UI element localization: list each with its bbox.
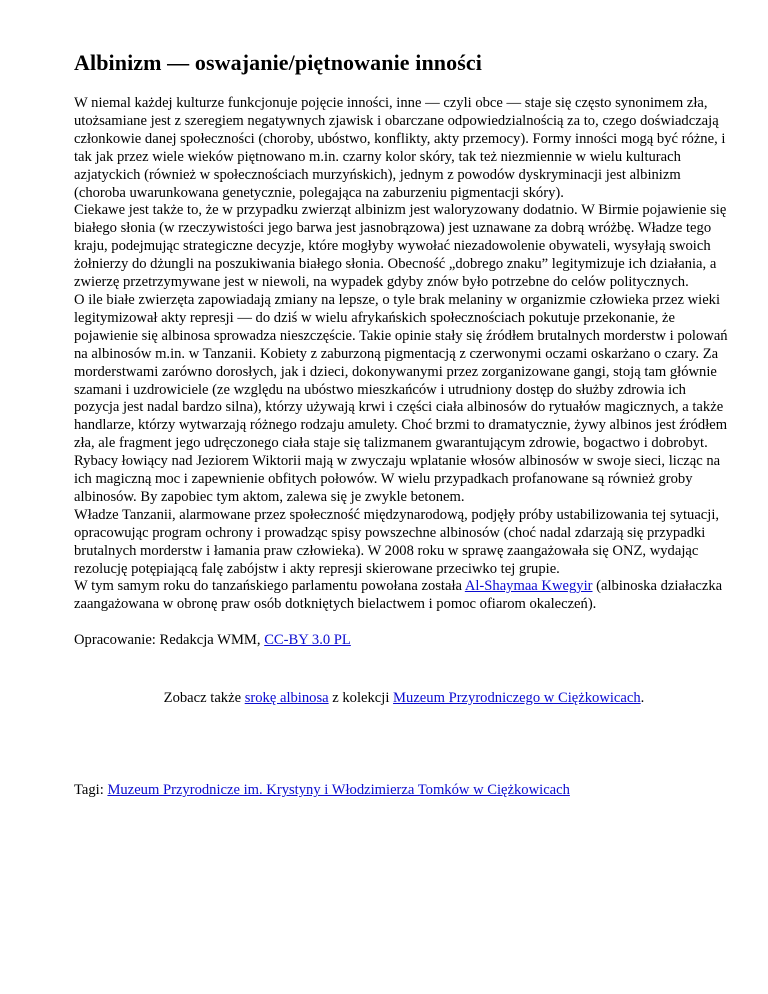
- see-also-prefix: Zobacz także: [163, 690, 245, 707]
- albino-magpie-link[interactable]: srokę albinosa: [244, 690, 329, 707]
- article-paragraph-4: Władze Tanzanii, alarmowane przez społeczność międzynarodową, podjęły próby ustabilizowania tej sytuacji, opracowując program ochrony i prowadząc spisy powszechne albinosów (choć nadal zdarzają się przypadki brutalnych morderstw i łamania praw człowieka). W 2008 roku w sprawę zaangażowała się ONZ, wydając rezolucję potępiającą falę zabójstw i akty represji skierowane przeciwko tej grupie.: [74, 506, 720, 577]
- article-paragraph-3: O ile białe zwierzęta zapowiadają zmiany na lepsze, o tyle brak melaniny w organizmie człowieka przez wieki legitymizował akty represji — do dziś w wielu afrykańskich społecznościach pokutuje przekonanie, że pojawienie się albinosa sprowadza nieszczęście. Takie opinie stały się źródłem brutalnych morderstw i polowań na albinosów m.in. w Tanzanii. Kobiety z zaburzoną pigmentacją z czerwonymi oczami oskarżano o czary. Za morderstwami zarówno dorosłych, jak i dzieci, dokonywanymi przez zorganizowane gangi, stoją tam głównie szamani i uzdrowiciele (ze względu na ubóstwo mieszkańców i utrudniony dostęp do służby zdrowia ich pozycja jest nadal bardzo silna), którzy używają krwi i części ciała albinosów do rytuałów magicznych, a także handlarze, którzy wytwarzają różnego rodzaju amulety. Choć brzmi to dramatycznie, żywy albinos jest źródłem zła, ale fragment jego udręczonego ciała staje się talizmanem gwarantującym zdrowie, bogactwo i dobrobyt. Rybacy łowiący nad Jeziorem Wiktorii mają w zwyczaju wplatanie włosów albinosów w swoje sieci, licząc na ich magiczną moc i zapewnienie obfitych połowów. W wielu przypadkach profanowane są również groby albinosów. By zapobiec tym aktom, zalewa się je zwykle betonem.: [74, 291, 728, 505]
- see-also-suffix: .: [640, 690, 645, 707]
- article-paragraph-5: [74, 578, 734, 614]
- license-link[interactable]: CC-BY 3.0 PL: [264, 632, 351, 649]
- page-title: Albinizm — oswajanie/piętnowanie inności: [74, 50, 482, 75]
- article-body: [74, 95, 734, 614]
- see-also-middle: z kolekcji: [328, 690, 394, 707]
- article-paragraph-2: Ciekawe jest także to, że w przypadku zwierząt albinizm jest waloryzowany dodatnio. W Birmie pojawienie się białego słonia (w rzeczywistości jego barwa jest jasnobrązowa) jest uznawane za dobrą wróżbę. Władze tego kraju, podejmując strategiczne decyzje, które mogłyby wywołać niezadowolenie obywateli, wysyłają swoich żołnierzy do dżungli na poszukiwania białego słonia. Obecność „dobrego znaku” legitymizuje ich działania, a zwierzę przetrzymywane jest w niewoli, na wypadek gdyby znów było potrzebne do celów politycznych.: [74, 202, 727, 291]
- document-page: [74, 50, 734, 799]
- al-shaymaa-kwegyir-link[interactable]: Al-Shaymaa Kwegyir: [464, 578, 593, 595]
- see-also-line: [74, 689, 734, 707]
- credit-line: [74, 631, 734, 649]
- paragraph-5-text-after: (albinoska działaczka zaangażowana w obronę praw osób dotkniętych bielactwem i pomoc ofiarom okaleczeń).: [74, 578, 723, 613]
- tags-label: Tagi:: [74, 782, 108, 799]
- museum-link[interactable]: Muzeum Przyrodniczego w Ciężkowicach: [393, 690, 641, 707]
- tags-line: [74, 781, 734, 799]
- tag-museum-link[interactable]: Muzeum Przyrodnicze im. Krystyny i Włodzimierza Tomków w Ciężkowicach: [107, 782, 570, 799]
- article-paragraph-1: W niemal każdej kulturze funkcjonuje pojęcie inności, inne — czyli obce — staje się często synonimem zła, utożsamiane jest z szeregiem negatywnych zjawisk i obarczane odpowiedzialnością za to, czego doświadczają członkowie danej społeczności (choroby, ubóstwo, konflikty, akty przemocy). Formy inności mogą być różne, i tak jak przez wiele wieków piętnowano m.in. czarny kolor skóry, tak też niezmiennie w wielu kulturach azjatyckich (również w społecznościach murzyńskich), jednym z powodów dyskryminacji jest albinizm (choroba uwarunkowana genetycznie, polegająca na zaburzeniu pigmentacji skóry).: [74, 95, 726, 201]
- credit-prefix: Opracowanie: Redakcja WMM,: [74, 632, 265, 649]
- paragraph-5-text-before: W tym samym roku do tanzańskiego parlamentu powołana została: [74, 578, 465, 595]
